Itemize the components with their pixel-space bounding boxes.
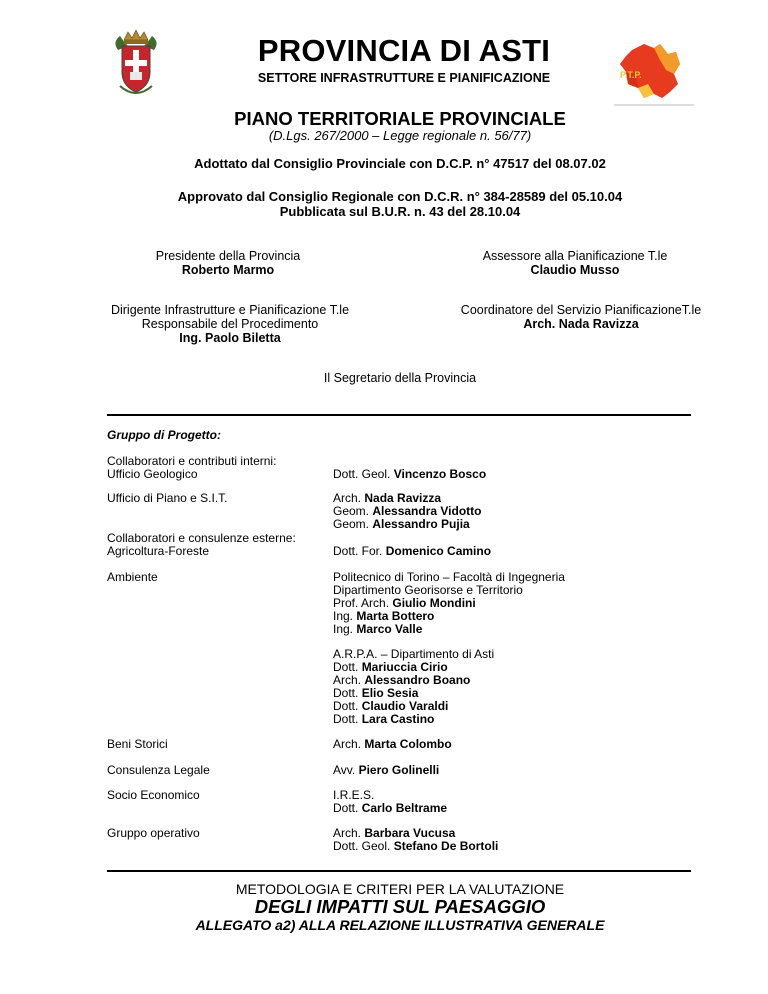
person-line [333, 802, 693, 815]
person-title: Arch. [333, 737, 362, 751]
top-divider [107, 414, 691, 416]
assessor-block [440, 249, 710, 277]
agricoltura-value [333, 545, 693, 558]
person-line [333, 518, 693, 531]
internal-label-line-1: Collaboratori e contributi interni: [107, 454, 277, 468]
president-name: Roberto Marmo [181, 263, 275, 277]
operativo-list [333, 827, 693, 853]
person-name: Elio Sesia [361, 686, 419, 700]
person-title: Geom. [333, 517, 370, 531]
sector-subtitle: SETTORE INFRASTRUTTURE E PIANIFICAZIONE [257, 71, 551, 85]
socio-value [333, 789, 693, 815]
external-label-line-2: Agricoltura-Foreste [107, 544, 210, 558]
person-name: Stefano De Bortoli [393, 839, 499, 853]
beni-label: Beni Storici [107, 737, 168, 751]
person-title: Prof. Arch. [333, 596, 390, 610]
page-title: PROVINCIA DI ASTI [257, 33, 551, 68]
internal-collaborators-label [107, 455, 317, 481]
polito-line-1: Politecnico di Torino – Facoltà di Ingegneria [333, 570, 565, 584]
person-title: Arch. [333, 491, 362, 505]
person-title: Dott. [333, 686, 359, 700]
person-name: Vincenzo Bosco [393, 467, 487, 481]
coordinator-block [436, 303, 726, 331]
beni-value [333, 738, 693, 751]
piano-label: Ufficio di Piano e S.I.T. [107, 491, 228, 505]
assessor-name: Claudio Musso [530, 263, 620, 277]
publication-line: Pubblicata sul B.U.R. n. 43 del 28.10.04 [279, 204, 521, 219]
approval-line: Approvato dal Consiglio Regionale con D.C.R. n° 384-28589 del 05.10.04 [177, 189, 623, 204]
person-name: Marta Colombo [364, 737, 452, 751]
footer-line-3: ALLEGATO a2) ALLA RELAZIONE ILLUSTRATIVA GENERALE [195, 917, 605, 933]
person-title: Ing. [333, 622, 354, 636]
secretary-label: Il Segretario della Provincia [323, 371, 477, 385]
external-label-line-1: Collaboratori e consulenze esterne: [107, 531, 296, 545]
president-block [90, 249, 366, 277]
legale-label: Consulenza Legale [107, 763, 210, 777]
person-title: Arch. [333, 826, 362, 840]
person-title: Dott. Geol. [333, 839, 391, 853]
external-collaborators-label [107, 532, 317, 558]
person-name: Lara Castino [361, 712, 435, 726]
footer-line-2: DEGLI IMPATTI SUL PAESAGGIO [254, 896, 546, 917]
person-name: Nada Ravizza [364, 491, 442, 505]
group-heading: Gruppo di Progetto: [107, 428, 221, 442]
footer-line-1: METODOLOGIA E CRITERI PER LA VALUTAZIONE [235, 881, 565, 897]
coordinator-name: Arch. Nada Ravizza [523, 317, 639, 331]
province-crest-logo [110, 28, 162, 98]
socio-label: Socio Economico [107, 788, 200, 802]
adoption-line: Adottato dal Consiglio Provinciale con D.C.P. n° 47517 del 08.07.02 [194, 156, 606, 171]
person-name: Marta Bottero [356, 609, 435, 623]
person-name: Alessandra Vidotto [372, 504, 482, 518]
person-title: Avv. [333, 763, 356, 777]
director-block [80, 303, 380, 345]
coordinator-role: Coordinatore del Servizio PianificazioneT.le [460, 303, 702, 317]
plan-title: PIANO TERRITORIALE PROVINCIALE [234, 108, 566, 129]
person-title: Dott. [333, 699, 359, 713]
person-name: Alessandro Pujia [372, 517, 470, 531]
piano-list [333, 492, 693, 531]
person-name: Mariuccia Cirio [361, 660, 448, 674]
person-title: Dott. [333, 801, 359, 815]
person-title: Geom. [333, 504, 370, 518]
person-name: Claudio Varaldi [361, 699, 449, 713]
polito-block [333, 571, 693, 636]
director-role-2: Responsabile del Procedimento [141, 317, 319, 331]
bottom-divider [107, 870, 691, 872]
socio-org: I.R.E.S. [333, 788, 375, 802]
director-role: Dirigente Infrastrutture e Pianificazione T.le [110, 303, 350, 317]
president-role: Presidente della Provincia [155, 249, 301, 263]
director-name: Ing. Paolo Biletta [179, 331, 281, 345]
polito-line-2: Dipartimento Georisorse e Territorio [333, 583, 523, 597]
assessor-role: Assessore alla Pianificazione T.le [482, 249, 668, 263]
person-title: Dott. For. [333, 544, 383, 558]
ptp-map-logo [614, 40, 694, 106]
person-name: Carlo Beltrame [361, 801, 448, 815]
arpa-block [333, 648, 693, 726]
person-title: Dott. Geol. [333, 467, 391, 481]
legale-value [333, 764, 693, 777]
person-title: Arch. [333, 673, 362, 687]
internal-label-line-2: Ufficio Geologico [107, 467, 198, 481]
geologico-value [333, 468, 693, 481]
arpa-heading: A.R.P.A. – Dipartimento di Asti [333, 647, 495, 661]
operativo-label: Gruppo operativo [107, 826, 200, 840]
person-name: Barbara Vucusa [364, 826, 456, 840]
person-line [333, 623, 693, 636]
ptp-logo-text: P.T.P. [620, 70, 642, 80]
plan-laws: (D.Lgs. 267/2000 – Legge regionale n. 56/77) [268, 128, 532, 143]
person-name: Domenico Camino [385, 544, 492, 558]
person-title: Dott. [333, 660, 359, 674]
ambiente-label: Ambiente [107, 570, 158, 584]
person-name: Alessandro Boano [364, 673, 471, 687]
person-name: Giulio Mondini [392, 596, 476, 610]
person-title: Ing. [333, 609, 354, 623]
person-line [333, 840, 693, 853]
person-name: Marco Valle [356, 622, 423, 636]
person-title: Dott. [333, 712, 359, 726]
person-line [333, 713, 693, 726]
person-name: Piero Golinelli [358, 763, 440, 777]
